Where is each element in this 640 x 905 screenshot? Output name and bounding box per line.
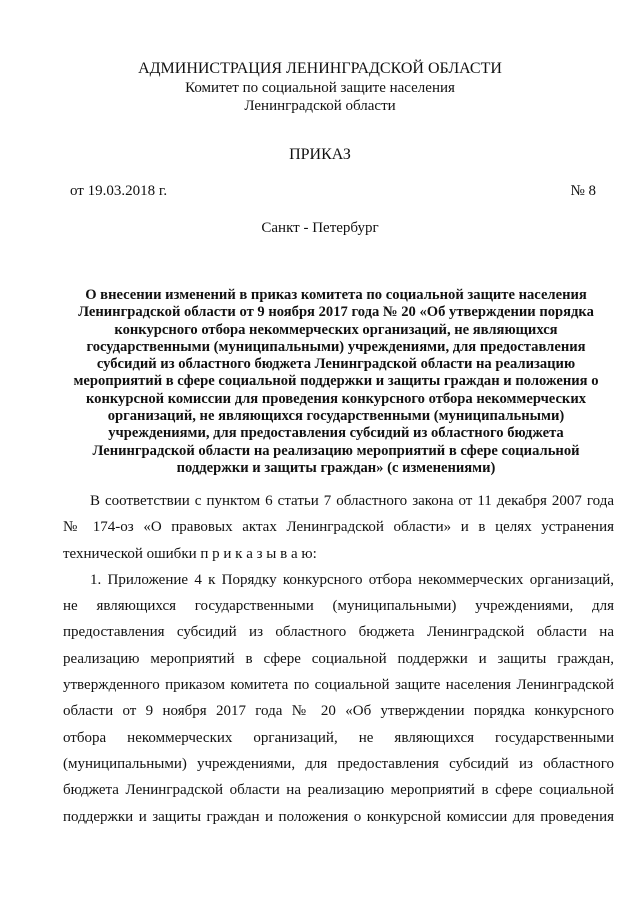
- body-line: (муниципальными) учреждениями, для предоставления субсидий из областного: [63, 755, 614, 772]
- subject-line: мероприятий в сфере социальной поддержки и защиты граждан и положения о: [73, 373, 599, 390]
- committee-name: Комитет по социальной защите населения: [185, 80, 455, 96]
- body-line: бюджета Ленинградской области на реализацию мероприятий в сфере социальной: [63, 782, 614, 799]
- subject-line: Ленинградской области на реализацию мероприятий в сфере социальной: [92, 442, 580, 459]
- subject-line: государственными (муниципальными) учреждениями, для предоставления: [86, 338, 586, 355]
- subject-line: субсидий из областного бюджета Ленинградской области на реализацию: [96, 356, 576, 373]
- subject-line: учреждениями, для предоставления субсидий из областного бюджета: [108, 425, 564, 442]
- region-name: Ленинградской области: [244, 98, 396, 114]
- body-line: утвержденного приказом комитета по социальной защите населения Ленинградской: [63, 677, 614, 694]
- order-body: [63, 488, 614, 830]
- body-line: отбора некоммерческих организаций, не являющихся государственными: [63, 729, 614, 746]
- body-line: 1. Приложение 4 к Порядку конкурсного отбора некоммерческих организаций,: [90, 571, 614, 588]
- subject-line: организаций, не являющихся государственными (муниципальными): [107, 408, 565, 425]
- order-subject: [60, 287, 612, 477]
- order-city: Санкт - Петербург: [261, 220, 379, 236]
- body-line: предоставления субсидий из областного бюджета Ленинградской области на: [63, 624, 614, 641]
- subject-line: О внесении изменений в приказ комитета по социальной защите населения: [85, 287, 587, 303]
- subject-line: поддержки и защиты граждан» (с изменениями): [176, 459, 496, 476]
- body-line: технической ошибки п р и к а з ы в а ю:: [63, 545, 317, 562]
- body-line: поддержки и защиты граждан и положения о конкурсной комиссии для проведения: [63, 808, 614, 825]
- order-number: № 8: [570, 183, 596, 199]
- body-line: области от 9 ноября 2017 года № 20 «Об утверждении порядка конкурсного: [63, 703, 614, 720]
- order-title: ПРИКАЗ: [289, 146, 351, 163]
- body-line: В соответствии с пунктом 6 статьи 7 областного закона от 11 декабря 2007 года: [90, 493, 614, 509]
- subject-line: конкурсной комиссии для проведения конкурсного отбора некоммерческих: [85, 390, 587, 407]
- subject-line: Ленинградской области от 9 ноября 2017 года № 20 «Об утверждении порядка: [78, 304, 594, 321]
- subject-line: конкурсного отбора некоммерческих организаций, не являющихся: [114, 321, 558, 338]
- order-date: от 19.03.2018 г.: [70, 183, 168, 199]
- body-line: не являющихся государственными (муниципальными) учреждениями, для: [63, 598, 614, 615]
- body-line: реализацию мероприятий в сфере социальной поддержки и защиты граждан,: [63, 650, 614, 667]
- body-line: № 174-оз «О правовых актах Ленинградской области» и в целях устранения: [63, 519, 614, 536]
- administration-heading: АДМИНИСТРАЦИЯ ЛЕНИНГРАДСКОЙ ОБЛАСТИ: [138, 60, 502, 77]
